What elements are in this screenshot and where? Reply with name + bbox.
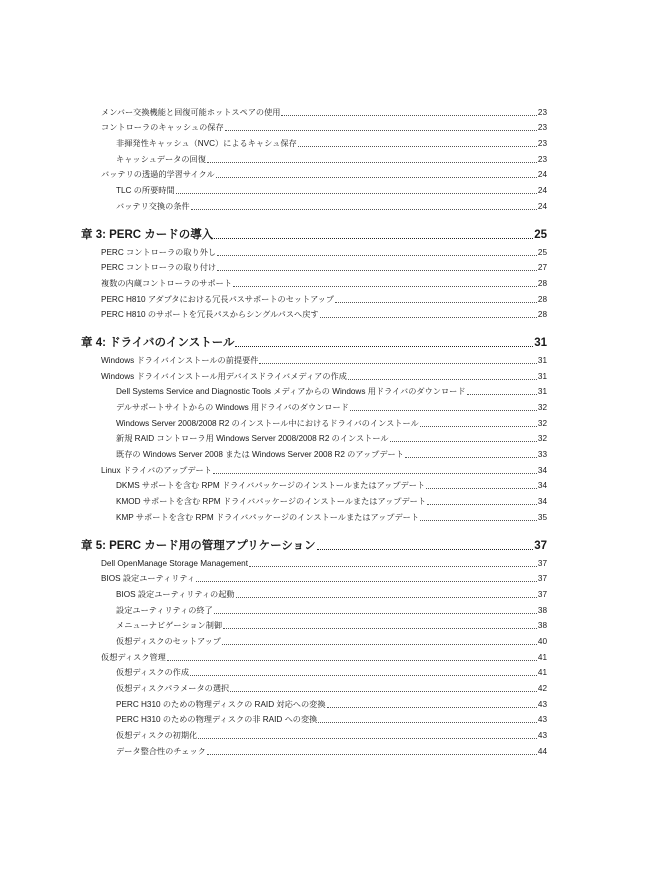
toc-entry[interactable] [81,258,547,274]
chapter-heading-title: 章 3: PERC カードの導入 [81,228,214,241]
dot-leader [207,162,537,163]
toc-entry-page-number: 28 [537,310,547,320]
toc-entry[interactable] [81,366,547,382]
dot-leader [225,130,537,131]
toc-entry-title: PERC H310 のための物理ディスクの RAID 対応への変換 [116,699,326,709]
toc-entry-title: Windows ドライバインストールの前提要件 [101,355,259,365]
dot-leader [420,520,537,521]
toc-entry[interactable] [81,710,547,726]
toc-entry-title: PERC コントローラの取り外し [101,247,217,257]
dot-leader [259,363,536,364]
toc-entry-page-number: 38 [537,621,547,631]
toc-entry[interactable] [81,553,547,569]
toc-entry[interactable] [81,584,547,600]
toc-entry[interactable] [81,133,547,149]
dot-leader [176,193,537,194]
dot-leader [214,238,533,239]
toc-entry[interactable] [81,305,547,321]
toc-entry-title: Dell Systems Service and Diagnostic Tools メディアからの Windows 用ドライバのダウンロード [116,387,466,397]
dot-leader [327,707,537,708]
toc-entry-title: 仮想ディスクのセットアップ [116,636,221,646]
toc-entry-page-number: 24 [537,186,547,196]
dot-leader [467,394,537,395]
dot-leader [249,566,537,567]
toc-entry-page-number: 34 [537,497,547,507]
toc-entry-title: 複数の内蔵コントローラのサポート [101,278,233,288]
toc-entry-page-number: 40 [537,636,547,646]
toc-entry-page-number: 35 [537,512,547,522]
dot-leader [230,691,537,692]
toc-entry-title: 新規 RAID コントローラ用 Windows Server 2008/2008 R2 のインストール [116,434,389,444]
toc-entry[interactable] [81,631,547,647]
dot-leader [281,115,536,116]
toc-entry-page-number: 27 [537,263,547,273]
dot-leader [217,270,537,271]
toc-entry-page-number: 43 [537,715,547,725]
toc-entry-page-number: 34 [537,481,547,491]
toc-entry-title: 仮想ディスクの初期化 [116,731,198,741]
dot-leader [222,644,537,645]
toc-entry-title: メニューナビゲーション制御 [116,621,223,631]
toc-entry-title: TLC の所要時間 [116,186,175,196]
toc-entry[interactable] [81,413,547,429]
dot-leader [318,722,537,723]
toc-entry-page-number: 32 [537,403,547,412]
toc-entry[interactable] [81,663,547,679]
dot-leader [320,317,537,318]
toc-entry-page-number: 23 [537,139,547,149]
toc-entry-page-number: 41 [537,652,547,662]
toc-entry-title: Dell OpenManage Storage Management [101,558,249,568]
toc-entry[interactable] [81,476,547,492]
dot-leader [426,488,537,489]
toc-entry-page-number: 37 [537,558,547,568]
toc-entry-page-number: 31 [537,371,547,381]
dot-leader [420,426,537,427]
dot-leader [217,255,537,256]
dot-leader [167,660,537,661]
toc-entry-title: DKMS サポートを含む RPM ドライバパッケージのインストールまたはアップデート [116,481,426,491]
toc-entry-page-number: 31 [537,355,547,365]
dot-leader [196,581,537,582]
toc-entry[interactable] [81,694,547,710]
toc-entry-page-number: 41 [537,668,547,678]
dot-leader [427,504,537,505]
toc-entry-title: Windows Server 2008/2008 R2 のインストール中におけるドライバのインストール [116,418,419,428]
toc-entry-title: BIOS 設定ユーティリティの起動 [116,589,235,599]
toc-entry-title: 設定ユーティリティの終了 [116,605,213,615]
toc-entry-page-number: 25 [537,247,547,257]
chapter-heading[interactable] [81,536,547,553]
toc-entry-page-number: 38 [537,605,547,615]
toc-entry-page-number: 43 [537,731,547,741]
toc-entry-title: 仮想ディスクの作成 [116,668,190,678]
toc-entry[interactable] [81,647,547,663]
toc-entry[interactable] [81,678,547,694]
toc-entry-title: デルサポートサイトからの Windows 用ドライバのダウンロード [116,403,349,412]
chapter-heading-page-number: 25 [534,228,547,241]
toc-entry[interactable] [81,102,547,118]
toc-entry-page-number: 28 [537,278,547,288]
toc-entry[interactable] [81,350,547,366]
toc-entry[interactable] [81,616,547,632]
toc-entry-page-number: 23 [537,123,547,133]
chapter-heading-page-number: 31 [534,337,547,350]
toc-entry-title: データ整合性のチェック [116,746,206,756]
dot-leader [207,754,537,755]
toc-entry[interactable] [81,741,547,757]
toc-entry[interactable] [81,382,547,398]
dot-leader [191,209,537,210]
toc-entry[interactable] [81,118,547,134]
toc-entry-title: キャッシュデータの回復 [116,154,206,164]
toc-entry[interactable] [81,273,547,289]
toc-entry-page-number: 28 [537,294,547,304]
toc-entry[interactable] [81,444,547,460]
toc-entry-title: バッテリの透過的学習サイクル [101,170,215,180]
toc-entry-page-number: 24 [537,201,547,211]
toc-entry-title: Linux ドライバのアップデート [101,465,212,475]
toc-entry-page-number: 42 [537,684,547,693]
toc-entry-title: 既存の Windows Server 2008 または Windows Server 2008 R2 のアップデート [116,450,404,460]
toc-entry[interactable] [81,460,547,476]
toc-entry-page-number: 32 [537,434,547,444]
chapter-heading[interactable] [81,225,547,242]
dot-leader [198,738,537,739]
dot-leader [233,286,537,287]
dot-leader [223,628,537,629]
toc-entry[interactable] [81,429,547,445]
toc-entry-page-number: 23 [537,154,547,164]
toc-entry-page-number: 37 [537,589,547,599]
dot-leader [298,146,537,147]
toc-entry[interactable] [81,507,547,523]
toc-entry-title: メンバー交換機能と回復可能ホットスペアの使用 [101,107,281,117]
dot-leader [190,675,537,676]
dot-leader [213,473,537,474]
dot-leader [405,457,537,458]
toc-entry-page-number: 31 [537,387,547,397]
dot-leader [335,302,537,303]
toc-entry[interactable] [81,725,547,741]
toc-entry-title: KMP サポートを含む RPM ドライバパッケージのインストールまたはアップデート [116,512,420,522]
toc-entry[interactable] [81,165,547,181]
toc-entry[interactable] [81,600,547,616]
dot-leader [236,597,537,598]
dot-leader [350,410,537,411]
dot-leader [216,177,537,178]
toc-entry[interactable] [81,196,547,212]
toc-entry-title: PERC コントローラの取り付け [101,263,217,273]
toc-entry-title: コントローラのキャッシュの保存 [101,123,224,133]
chapter-heading-title: 章 4: ドライバのインストール [81,337,235,350]
toc-entry[interactable] [81,242,547,258]
toc-entry[interactable] [81,491,547,507]
toc-entry-title: 仮想ディスク管理 [101,652,166,662]
toc-entry-title: 非揮発性キャッシュ（NVC）によるキャシュ保存 [116,139,297,149]
toc-entry-title: KMOD サポートを含む RPM ドライバパッケージのインストールまたはアップデート [116,497,427,507]
dot-leader [214,613,537,614]
toc-entry-page-number: 24 [537,170,547,180]
table-of-contents [81,102,547,757]
toc-entry-title: Windows ドライバインストール用デバイスドライバメディアの作成 [101,371,347,381]
chapter-heading[interactable] [81,333,547,350]
dot-leader [235,346,533,347]
toc-entry-title: 仮想ディスクパラメータの選択 [116,684,230,693]
toc-entry-page-number: 32 [537,418,547,428]
dot-leader [317,549,534,550]
toc-entry-page-number: 34 [537,465,547,475]
toc-entry-title: BIOS 設定ユーティリティ [101,574,196,584]
toc-entry-page-number: 43 [537,699,547,709]
toc-entry-page-number: 44 [537,746,547,756]
toc-entry[interactable] [81,180,547,196]
dot-leader [348,379,537,380]
toc-entry-title: PERC H810 のサポートを冗長パスからシングルパスへ戻す [101,310,319,320]
dot-leader [390,441,537,442]
chapter-heading-title: 章 5: PERC カード用の管理アプリケーション [81,539,316,552]
chapter-heading-page-number: 37 [534,539,547,552]
toc-entry[interactable] [81,397,547,413]
toc-entry-page-number: 37 [537,574,547,584]
toc-entry-page-number: 33 [537,450,547,460]
toc-entry-title: PERC H310 のための物理ディスクの非 RAID への変換 [116,715,318,725]
toc-entry-title: バッテリ交換の条件 [116,201,190,211]
toc-entry-title: PERC H810 アダプタにおける冗長パスサポートのセットアップ [101,294,335,304]
toc-entry[interactable] [81,569,547,585]
toc-entry-page-number: 23 [537,107,547,117]
toc-entry[interactable] [81,289,547,305]
toc-entry[interactable] [81,149,547,165]
